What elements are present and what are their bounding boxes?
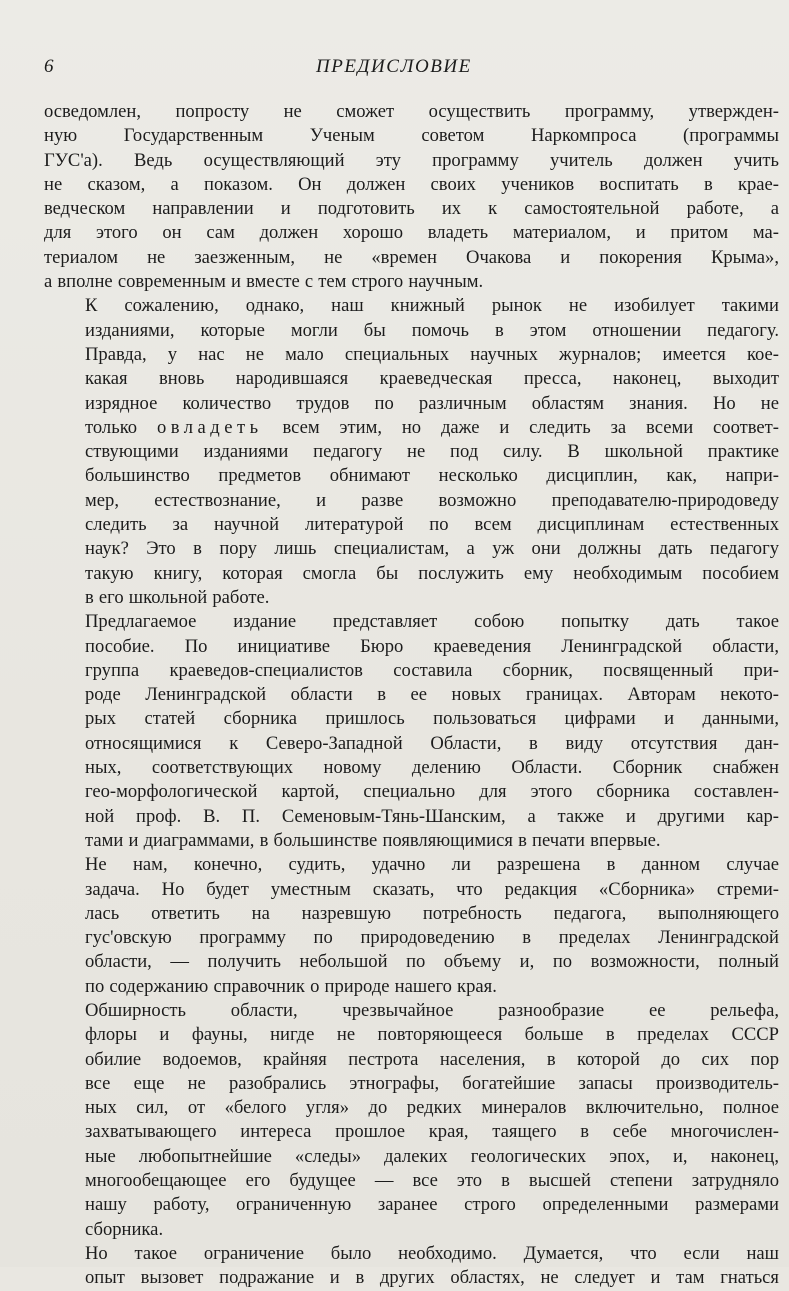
paragraph <box>44 294 779 610</box>
page-header <box>44 52 745 82</box>
paragraph <box>44 853 779 999</box>
text-line: ствующими изданиями педагогу не под силу. В школьной практике <box>85 441 779 463</box>
text-line: какая вновь народившаяся краеведческая пресса, наконец, выходит <box>85 368 779 390</box>
text-line: роде Ленинградской области в ее новых границах. Авторам некото- <box>85 684 779 706</box>
text-line: для этого он сам должен хорошо владеть материалом, и притом ма- <box>44 222 779 244</box>
text-line: области, — получить небольшой по объему и, по возможности, полный <box>85 951 779 973</box>
text-line: нашу работу, ограниченную заранее строго определенными размерами <box>85 1194 779 1216</box>
text-line: Предлагаемое издание представляет собою попытку дать такое <box>85 611 779 633</box>
paragraph <box>44 999 779 1242</box>
text-line: такую книгу, которая смогла бы послужить ему необходимым пособием <box>85 562 779 584</box>
text-line: не сказом, а показом. Он должен своих учеников воспитать в крае- <box>44 173 779 195</box>
text-line: Правда, у нас не мало специальных научных журналов; имеется кое- <box>85 343 779 365</box>
text-line: только овладеть всем этим, но даже и следить за всеми соответ- <box>85 416 779 438</box>
text-line: осведомлен, попросту не сможет осуществить программу, утвержден- <box>44 101 779 122</box>
text-line: захватывающего интереса прошлое края, таящего в себе многочислен- <box>85 1121 779 1143</box>
text-line: тами и диаграммами, в большинстве появляющимися в печати впервые. <box>85 829 661 851</box>
text-line: по содержанию справочник о природе нашего края. <box>85 975 497 997</box>
paragraph <box>44 100 779 294</box>
text-line: относящимися к Северо-Западной Области, в виду отсутствия дан- <box>85 732 779 754</box>
text-line: Обширность области, чрезвычайное разнообразие ее рельефа, <box>85 999 779 1021</box>
running-head: ПРЕДИСЛОВИЕ <box>316 56 472 77</box>
text-line: Не нам, конечно, судить, удачно ли разрешена в данном случае <box>85 854 779 876</box>
text-line: следить за научной литературой по всем дисциплинам естественных <box>85 514 779 536</box>
text-line: большинство предметов обнимают несколько дисциплин, как, напри- <box>85 465 779 487</box>
text-line: а вполне современным и вместе с тем строго научным. <box>44 271 484 293</box>
paragraph <box>44 610 779 853</box>
text-line: ной проф. В. П. Семеновым-Тянь-Шанским, а также и другими кар- <box>85 805 779 827</box>
text-line: наук? Это в пору лишь специалистам, а уж они должны дать педагогу <box>85 538 779 560</box>
text-line: ную Государственным Ученым советом Наркомпроса (программы <box>44 125 779 147</box>
text-line: все еще не разобрались этнографы, богатейшие запасы производитель- <box>85 1072 779 1094</box>
text-line: гус'овскую программу по природоведению в пределах Ленинградской <box>85 927 779 949</box>
text-line: ные любопытнейшие «следы» далеких геологических эпох, и, наконец, <box>85 1145 779 1167</box>
text-line: териалом не заезженным, не «времен Очакова и покорения Крыма», <box>44 246 779 268</box>
text-line: ных сил, от «белого угля» до редких минералов включительно, полное <box>85 1097 779 1119</box>
text-line: пособие. По инициативе Бюро краеведения Ленинградской области, <box>85 635 779 657</box>
body-text <box>44 100 779 1291</box>
paragraph <box>44 1242 779 1291</box>
text-line: в его школьной работе. <box>85 586 270 608</box>
text-line: обилие водоемов, крайняя пестрота населения, в которой до сих пор <box>85 1048 779 1070</box>
text-line: изданиями, которые могли бы помочь в этом отношении педагогу. <box>85 319 779 341</box>
text-line: опыт вызовет подражание и в других областях, не следует и там гнаться <box>85 1267 779 1289</box>
text-line: Но такое ограничение было необходимо. Думается, что если наш <box>85 1242 779 1264</box>
text-line: группа краеведов-специалистов составила сборник, посвященный при- <box>85 659 779 681</box>
text-line: лась ответить на назревшую потребность педагога, выполняющего <box>85 902 779 924</box>
text-line: изрядное количество трудов по различным областям знания. Но не <box>85 392 779 414</box>
text-line: ГУС'а). Ведь осуществляющий эту программу учитель должен учить <box>44 149 779 171</box>
text-line: флоры и фауны, нигде не повторяющееся больше в пределах СССР <box>85 1024 779 1046</box>
text-line: рых статей сборника пришлось пользоваться цифрами и данными, <box>85 708 779 730</box>
text-line: мер, естествознание, и разве возможно преподавателю-природоведу <box>85 489 779 511</box>
text-line: задача. Но будет уместным сказать, что редакция «Сборника» стреми- <box>85 878 779 900</box>
page-number: 6 <box>44 56 54 77</box>
text-line: сборника. <box>85 1218 164 1240</box>
text-line: многообещающее его будущее — все это в высшей степени затрудняло <box>85 1170 779 1192</box>
text-line: гео-морфологической картой, специально для этого сборника составлен- <box>85 781 779 803</box>
text-line: ведческом направлении и подготовить их к самостоятельной работе, а <box>44 198 779 220</box>
text-line: ных, соответствующих новому делению Области. Сборник снабжен <box>85 757 779 779</box>
text-line: К сожалению, однако, наш книжный рынок не изобилует такими <box>85 295 779 317</box>
emphasis-spaced: овладеть <box>156 416 263 438</box>
